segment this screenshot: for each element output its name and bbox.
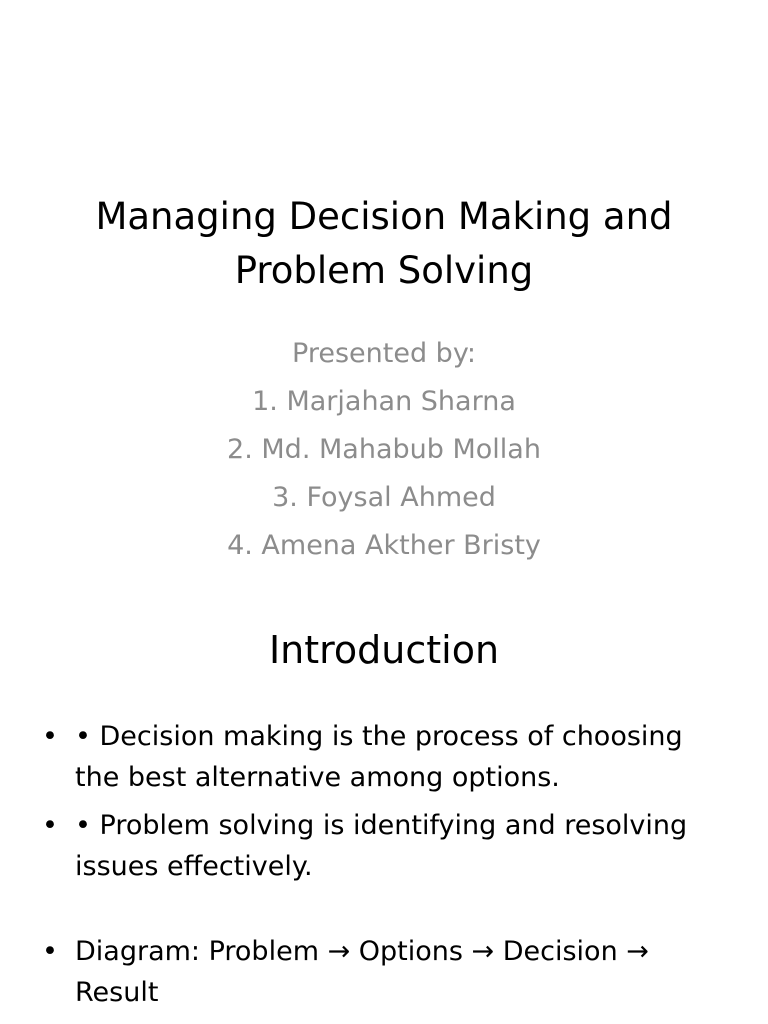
slide-title: [40, 190, 728, 298]
presenter-name: 1. Marjahan Sharna: [252, 386, 516, 417]
bullet-dot-icon: •: [42, 936, 58, 967]
bullet-item: [40, 716, 720, 798]
bullet-list: [40, 716, 720, 1013]
presenters-block: [40, 330, 728, 570]
presenter-name: 2. Md. Mahabub Mollah: [227, 434, 541, 465]
bullet-item: [40, 931, 720, 1013]
bullet-text: • Problem solving is identifying and resolving issues effectively.: [75, 810, 688, 882]
section-heading: Introduction: [268, 628, 500, 672]
presenter-name: 4. Amena Akther Bristy: [227, 530, 541, 561]
slide-title-line-1: Managing Decision Making and: [95, 195, 673, 238]
bullet-text: Diagram: Problem → Options → Decision → Result: [75, 936, 649, 1008]
presented-by-label: Presented by:: [292, 338, 476, 369]
bullet-text: • Decision making is the process of choosing the best alternative among options.: [75, 721, 683, 793]
bullet-dot-icon: •: [42, 810, 58, 841]
slide-title-line-2: Problem Solving: [234, 249, 534, 292]
bullet-dot-icon: •: [42, 721, 58, 752]
bullet-item: [40, 805, 720, 887]
presenter-name: 3. Foysal Ahmed: [272, 482, 496, 513]
